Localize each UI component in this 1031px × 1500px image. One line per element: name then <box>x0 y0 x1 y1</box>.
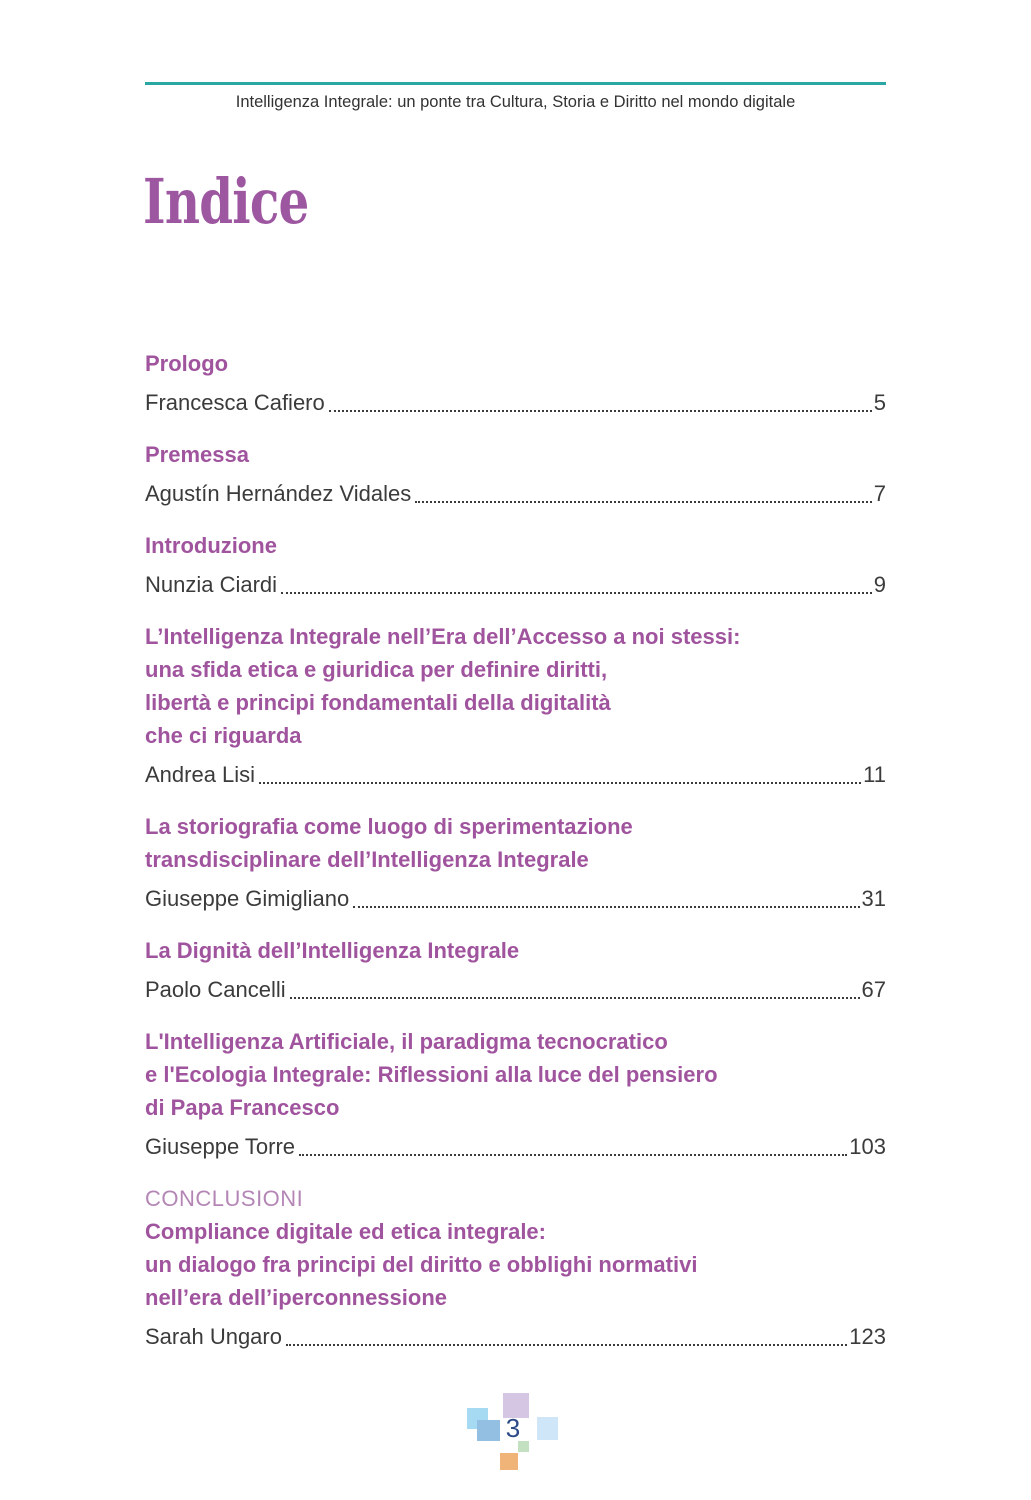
toc-entry-title <box>145 810 886 876</box>
toc-entry-author-row <box>145 1320 886 1353</box>
toc-entry-page-number: 9 <box>873 572 886 597</box>
toc-entry-title <box>145 529 886 562</box>
pale-blue-square <box>537 1417 558 1440</box>
toc-entry-title-line: di Papa Francesco <box>145 1095 340 1120</box>
toc-entry-author: Giuseppe Gimigliano <box>145 886 350 911</box>
toc-entry-author: Agustín Hernández Vidales <box>145 481 412 506</box>
toc-entry-author: Paolo Cancelli <box>145 977 286 1002</box>
toc-entry-page-number: 11 <box>863 762 886 787</box>
toc-entry-author: Giuseppe Torre <box>145 1134 296 1159</box>
toc-entry-page-number: 67 <box>861 977 886 1002</box>
toc-entry <box>145 810 886 915</box>
toc-entry-title-line: Premessa <box>145 442 249 467</box>
toc-entry <box>145 529 886 601</box>
dot-leader <box>286 1344 847 1346</box>
toc-entry-title-line: libertà e principi fondamentali della digitalità <box>145 690 611 715</box>
toc-entry-title <box>145 934 886 967</box>
dot-leader <box>259 782 861 784</box>
toc-entry <box>145 1025 886 1163</box>
page-title: Indice <box>143 165 309 238</box>
toc-entry-title-line: La Dignità dell’Intelligenza Integrale <box>145 938 520 963</box>
dot-leader <box>353 906 859 908</box>
dot-leader <box>329 410 872 412</box>
toc-entry-title <box>145 438 886 471</box>
toc-entry-author: Francesca Cafiero <box>145 390 325 415</box>
toc-entry-author-row <box>145 973 886 1006</box>
toc-entry-title-line: L’Intelligenza Integrale nell’Era dell’Accesso a noi stessi: <box>145 624 741 649</box>
toc-entry-author-row <box>145 1130 886 1163</box>
toc-entry-page-number: 5 <box>873 390 886 415</box>
toc-entry-author-row <box>145 758 886 791</box>
toc-entry-title <box>145 1025 886 1124</box>
toc-entry <box>145 347 886 419</box>
toc-entry <box>145 438 886 510</box>
toc-entry-title <box>145 347 886 380</box>
toc-entry-title-line: Compliance digitale ed etica integrale: <box>145 1219 546 1244</box>
toc-entry-author-row <box>145 568 886 601</box>
toc-entry-page-number: 103 <box>849 1134 886 1159</box>
toc-entry-author-row <box>145 477 886 510</box>
table-of-contents <box>145 347 886 1372</box>
toc-entry <box>145 620 886 791</box>
toc-entry-title-line: Introduzione <box>145 533 277 558</box>
toc-entry <box>145 1182 886 1353</box>
toc-section-label: CONCLUSIONI <box>145 1186 304 1211</box>
toc-entry <box>145 934 886 1006</box>
toc-entry-title-line: che ci riguarda <box>145 723 302 748</box>
toc-entry-title-line: un dialogo fra principi del diritto e obblighi normativi <box>145 1252 698 1277</box>
toc-entry-page-number: 7 <box>873 481 886 506</box>
footer-page-number: 3 <box>505 1413 521 1443</box>
orange-square <box>500 1453 518 1470</box>
toc-entry-title-line: e l'Ecologia Integrale: Riflessioni alla luce del pensiero <box>145 1062 718 1087</box>
toc-entry-title <box>145 620 886 752</box>
toc-entry-title-line: transdisciplinare dell’Intelligenza Integrale <box>145 847 589 872</box>
toc-entry-title-line: La storiografia come luogo di sperimentazione <box>145 814 633 839</box>
toc-entry-author: Andrea Lisi <box>145 762 256 787</box>
running-header: Intelligenza Integrale: un ponte tra Cultura, Storia e Diritto nel mondo digitale <box>235 93 796 111</box>
toc-entry-title <box>145 1215 886 1314</box>
toc-entry-page-number: 31 <box>861 886 886 911</box>
toc-entry-page-number: 123 <box>849 1324 886 1349</box>
dot-leader <box>299 1154 847 1156</box>
dot-leader <box>281 592 872 594</box>
toc-entry-title-line: una sfida etica e giuridica per definire diritti, <box>145 657 608 682</box>
toc-entry-author: Nunzia Ciardi <box>145 572 278 597</box>
toc-entry-title-line: L'Intelligenza Artificiale, il paradigma tecnocratico <box>145 1029 668 1054</box>
dot-leader <box>415 501 872 503</box>
toc-entry-author: Sarah Ungaro <box>145 1324 282 1349</box>
toc-entry-author-row <box>145 882 886 915</box>
dot-leader <box>290 997 860 999</box>
header-rule <box>145 82 886 85</box>
toc-entry-title-line: Prologo <box>145 351 229 376</box>
toc-entry-title-line: nell’era dell’iperconnessione <box>145 1285 447 1310</box>
toc-entry-author-row <box>145 386 886 419</box>
